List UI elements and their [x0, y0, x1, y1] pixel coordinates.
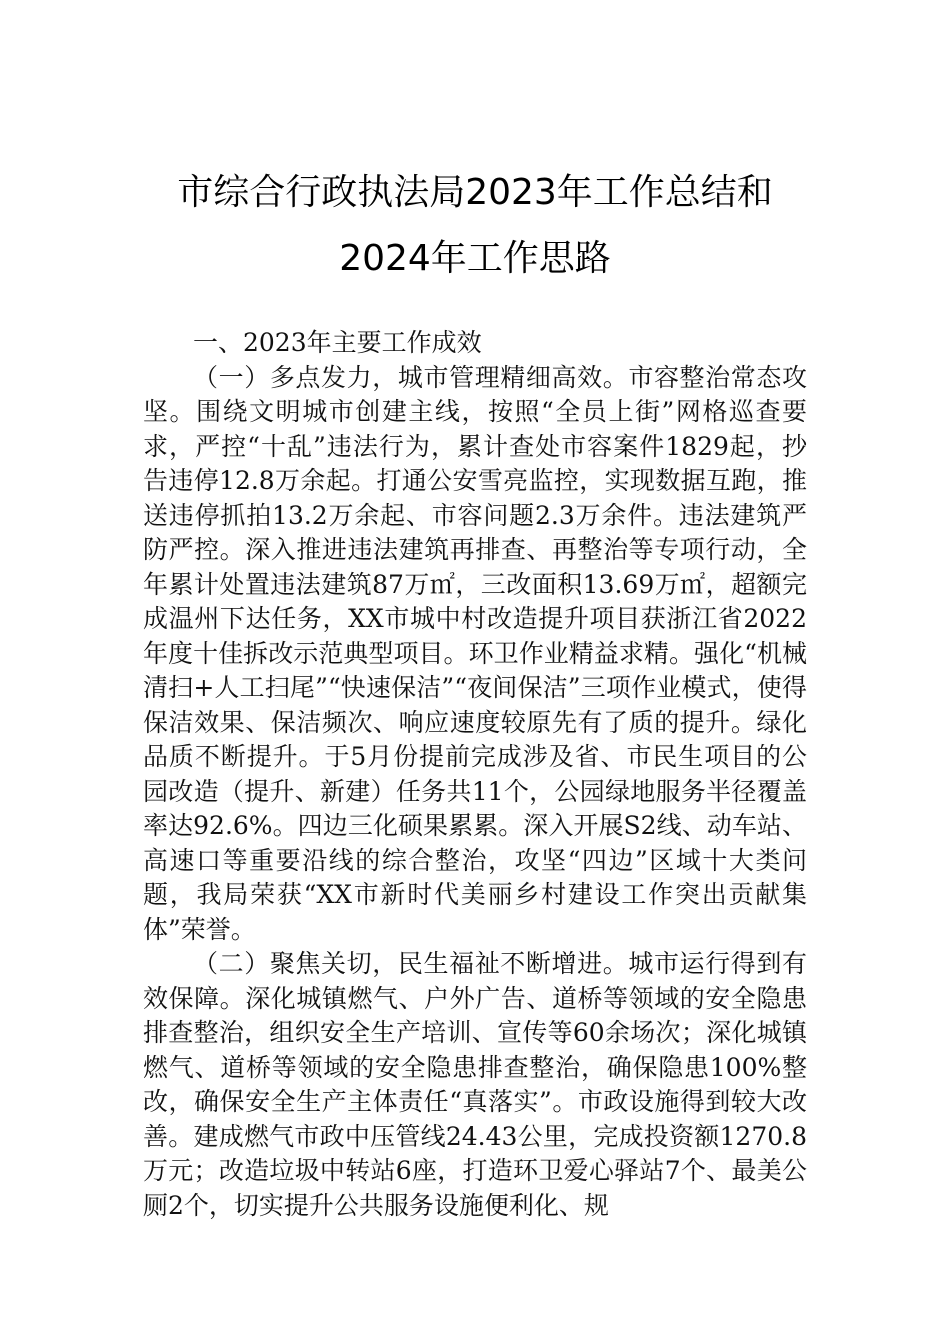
body-paragraph: （二）聚焦关切，民生福祉不断增进。城市运行得到有效保障。深化城镇燃气、户外广告、道桥等领域的安全隐患排查整治，组织安全生产培训、宣传等60余场次；深化城镇燃气、道桥等领域的安全隐患排查整治，确保隐患100%整改，确保安全生产主体责任“真落实”。市政设施得到较大改善。建成燃气市政中压管线24.43公里，完成投资额1270.8万元；改造垃圾中转站6座，打造环卫爱心驿站7个、最美公厕2个，切实提升公共服务设施便利化、规: [143, 949, 807, 1220]
document-body: [143, 326, 807, 1223]
body-paragraph: （一）多点发力，城市管理精细高效。市容整治常态攻坚。围绕文明城市创建主线，按照“全员上街”网格巡查要求，严控“十乱”违法行为，累计查处市容案件1829起，抄告违停12.8万余起。打通公安雪亮监控，实现数据互跑，推送违停抓拍13.2万余起、市容问题2.3万余件。违法建筑严防严控。深入推进违法建筑再排查、再整治等专项行动，全年累计处置违法建筑87万㎡，三改面积13.69万㎡，超额完成温州下达任务，XX市城中村改造提升项目获浙江省2022年度十佳拆改示范典型项目。环卫作业精益求精。强化“机械清扫+人工扫尾”“快速保洁”“夜间保洁”三项作业模式，使得保洁效果、保洁频次、响应速度较原先有了质的提升。绿化品质不断提升。于5月份提前完成涉及省、市民生项目的公园改造（提升、新建）任务共11个，公园绿地服务半径覆盖率达92.6%。四边三化硕果累累。深入开展S2线、动车站、高速口等重要沿线的综合整治，攻坚“四边”区域十大类问题，我局荣获“XX市新时代美丽乡村建设工作突出贡献集体”荣誉。: [143, 362, 807, 944]
document-title: 市综合行政执法局2023年工作总结和2024年工作思路: [177, 172, 773, 279]
section-heading: 一、2023年主要工作成效: [193, 328, 482, 357]
